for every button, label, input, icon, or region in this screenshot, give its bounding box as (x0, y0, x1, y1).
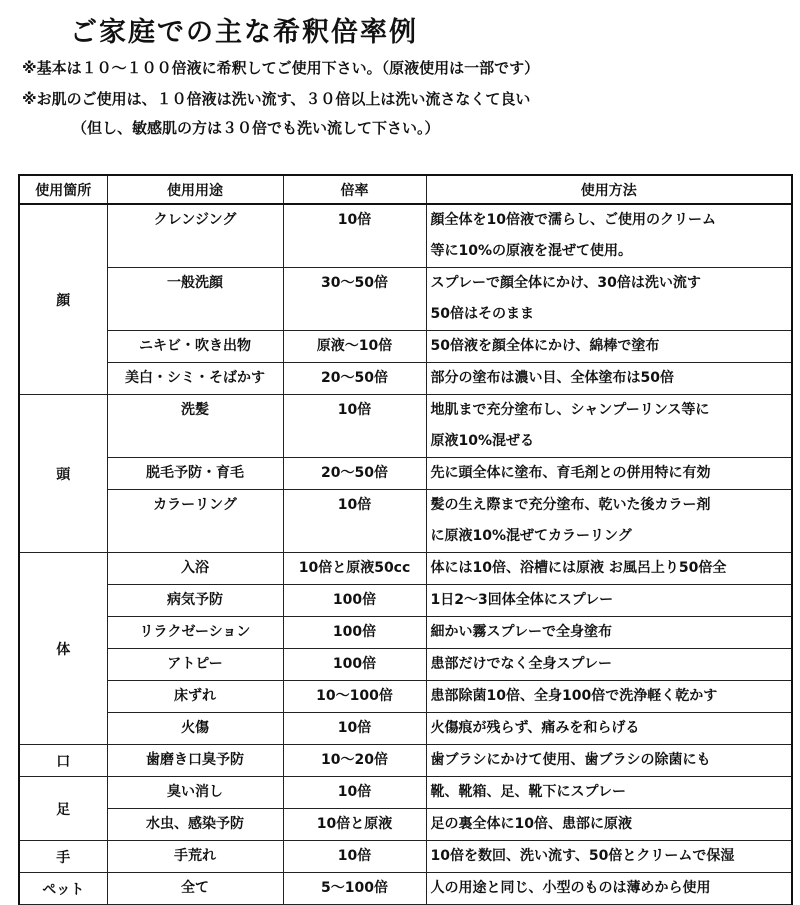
use-label: 火傷 (181, 720, 209, 736)
method-cell (426, 204, 792, 268)
location-cell: 体 (19, 553, 107, 745)
ratio-label: 20～50倍 (321, 465, 388, 481)
method-line: 10倍を数回、洗い流す、50倍とクリームで保湿 (430, 848, 735, 864)
ratio-cell (283, 204, 426, 268)
location-cell: ペット (19, 873, 107, 905)
method-cell (426, 681, 792, 713)
method-line: 足の裏全体に10倍、患部に原液 (430, 816, 632, 832)
ratio-cell (283, 617, 426, 649)
location-cell: 手 (19, 841, 107, 873)
table-row (19, 809, 792, 841)
ratio-label: 10倍 (337, 497, 372, 513)
table-row (19, 617, 792, 649)
ratio-label: 30～50倍 (321, 275, 388, 291)
use-cell (107, 268, 283, 331)
header-method: 使用方法 (426, 175, 792, 204)
method-cell (426, 490, 792, 553)
method-line: 1日2～3回体全体にスプレー (430, 592, 614, 608)
ratio-label: 10倍と原液 (316, 816, 393, 832)
use-cell (107, 585, 283, 617)
table-row (19, 553, 792, 585)
method-cell (426, 777, 792, 809)
ratio-label: 100倍 (332, 656, 377, 672)
method-cell (426, 585, 792, 617)
location-cell: 顔 (19, 204, 107, 395)
use-cell (107, 553, 283, 585)
ratio-cell (283, 873, 426, 905)
table-row (19, 649, 792, 681)
ratio-cell (283, 681, 426, 713)
use-label: 入浴 (181, 560, 209, 576)
method-cell (426, 873, 792, 905)
header-location: 使用箇所 (19, 175, 107, 204)
ratio-cell (283, 585, 426, 617)
method-line: 顔全体を10倍液で濡らし、ご使用のクリーム (430, 212, 716, 228)
use-cell (107, 363, 283, 395)
ratio-cell (283, 268, 426, 331)
method-line: 髪の生え際まで充分塗布、乾いた後カラー剤 (430, 497, 711, 513)
ratio-label: 20～50倍 (321, 370, 388, 386)
location-cell: 頭 (19, 395, 107, 553)
use-spacer (112, 521, 279, 552)
use-label: 臭い消し (167, 784, 223, 800)
use-cell (107, 713, 283, 745)
method-cell (426, 809, 792, 841)
method-line: 50倍はそのまま (430, 306, 534, 322)
method-line: 部分の塗布は濃い目、全体塗布は50倍 (430, 370, 674, 386)
method-line: 等に10%の原液を混ぜて使用。 (430, 243, 633, 259)
ratio-label: 原液～10倍 (316, 338, 393, 354)
use-cell (107, 331, 283, 363)
table-body (19, 204, 792, 905)
ratio-label: 10倍 (337, 402, 372, 418)
use-cell (107, 745, 283, 777)
use-cell (107, 490, 283, 553)
use-cell (107, 395, 283, 458)
method-line: 人の用途と同じ、小型のものは薄めから使用 (430, 880, 711, 896)
table-row (19, 841, 792, 873)
table-row (19, 713, 792, 745)
ratio-label: 10～100倍 (316, 688, 393, 704)
method-cell (426, 841, 792, 873)
use-cell (107, 681, 283, 713)
use-cell (107, 777, 283, 809)
method-line: 患部だけでなく全身スプレー (430, 656, 612, 672)
use-label: ニキビ・吹き出物 (139, 338, 251, 354)
use-label: リラクゼーション (139, 624, 251, 640)
method-cell (426, 553, 792, 585)
note-sensitive: （但し、敏感肌の方は３０倍でも洗い流して下さい。） (72, 119, 440, 137)
location-cell: 足 (19, 777, 107, 841)
table-row (19, 204, 792, 268)
use-spacer (112, 236, 279, 267)
method-line: 体には10倍、浴槽には原液 お風呂上り50倍全 (430, 560, 727, 576)
note-skin: ※お肌のご使用は、１０倍液は洗い流す、３０倍以上は洗い流さなくて良い (22, 90, 531, 108)
ratio-cell (283, 649, 426, 681)
method-cell (426, 617, 792, 649)
method-line: 歯ブラシにかけて使用、歯ブラシの除菌にも (430, 752, 711, 768)
ratio-label: 10倍 (337, 720, 372, 736)
method-line: 靴、靴箱、足、靴下にスプレー (430, 784, 626, 800)
dilution-table (18, 174, 793, 905)
table-row (19, 745, 792, 777)
table-row (19, 395, 792, 458)
method-cell (426, 458, 792, 490)
header-use: 使用用途 (107, 175, 283, 204)
ratio-cell (283, 713, 426, 745)
use-label: 洗髪 (181, 402, 209, 418)
table-row (19, 873, 792, 905)
use-label: 手荒れ (174, 848, 216, 864)
table-row (19, 777, 792, 809)
use-label: 全て (181, 880, 209, 896)
use-label: 水虫、感染予防 (146, 816, 244, 832)
ratio-cell (283, 363, 426, 395)
ratio-cell (283, 809, 426, 841)
use-cell (107, 204, 283, 268)
use-label: 歯磨き口臭予防 (146, 752, 244, 768)
table-row (19, 585, 792, 617)
ratio-label: 10倍 (337, 212, 372, 228)
ratio-cell (283, 395, 426, 458)
use-spacer (112, 426, 279, 457)
header-ratio: 倍率 (283, 175, 426, 204)
method-line: 地肌まで充分塗布し、シャンプーリンス等に (430, 402, 710, 418)
ratio-cell (283, 331, 426, 363)
method-cell (426, 713, 792, 745)
ratio-label: 10倍 (337, 784, 372, 800)
use-spacer (112, 299, 279, 330)
ratio-label: 10～20倍 (321, 752, 388, 768)
use-label: アトピー (167, 656, 223, 672)
table-row (19, 490, 792, 553)
use-label: 病気予防 (167, 592, 223, 608)
use-cell (107, 617, 283, 649)
table-row (19, 458, 792, 490)
method-cell (426, 745, 792, 777)
table-row (19, 268, 792, 331)
method-cell (426, 395, 792, 458)
method-line: 細かい霧スプレーで全身塗布 (430, 624, 612, 640)
ratio-cell (283, 458, 426, 490)
method-line: 患部除菌10倍、全身100倍で洗浄軽く乾かす (430, 688, 718, 704)
ratio-label: 5～100倍 (321, 880, 388, 896)
use-cell (107, 458, 283, 490)
ratio-cell (283, 553, 426, 585)
method-line: 50倍液を顔全体にかけ、綿棒で塗布 (430, 338, 660, 354)
method-line: 原液10%混ぜる (430, 433, 535, 449)
ratio-label: 10倍 (337, 848, 372, 864)
method-cell (426, 363, 792, 395)
method-line: 先に頭全体に塗布、育毛剤との併用特に有効 (430, 465, 711, 481)
use-label: 床ずれ (174, 688, 216, 704)
method-line: スプレーで顔全体にかけ、30倍は洗い流す (430, 275, 701, 291)
use-cell (107, 873, 283, 905)
ratio-cell (283, 777, 426, 809)
table-row (19, 681, 792, 713)
use-cell (107, 649, 283, 681)
use-label: カラーリング (153, 497, 237, 513)
ratio-label: 100倍 (332, 624, 377, 640)
location-cell: 口 (19, 745, 107, 777)
ratio-cell (283, 490, 426, 553)
use-label: クレンジング (153, 212, 237, 228)
table-row (19, 331, 792, 363)
ratio-label: 100倍 (332, 592, 377, 608)
table-row (19, 363, 792, 395)
table-header-row (19, 175, 792, 204)
use-cell (107, 809, 283, 841)
use-label: 美白・シミ・そばかす (125, 370, 265, 386)
method-cell (426, 649, 792, 681)
note-basic: ※基本は１０～１００倍液に希釈してご使用下さい。（原液使用は一部です） (22, 59, 540, 77)
use-cell (107, 841, 283, 873)
ratio-cell (283, 841, 426, 873)
method-line: 火傷痕が残らず、痛みを和らげる (430, 720, 640, 736)
ratio-cell (283, 745, 426, 777)
page-title: ご家庭での主な希釈倍率例 (70, 17, 418, 48)
use-label: 一般洗顔 (167, 275, 223, 291)
use-label: 脱毛予防・育毛 (146, 465, 244, 481)
method-cell (426, 268, 792, 331)
method-cell (426, 331, 792, 363)
method-line: に原液10%混ぜてカラーリング (430, 528, 632, 544)
ratio-label: 10倍と原液50cc (298, 560, 411, 576)
